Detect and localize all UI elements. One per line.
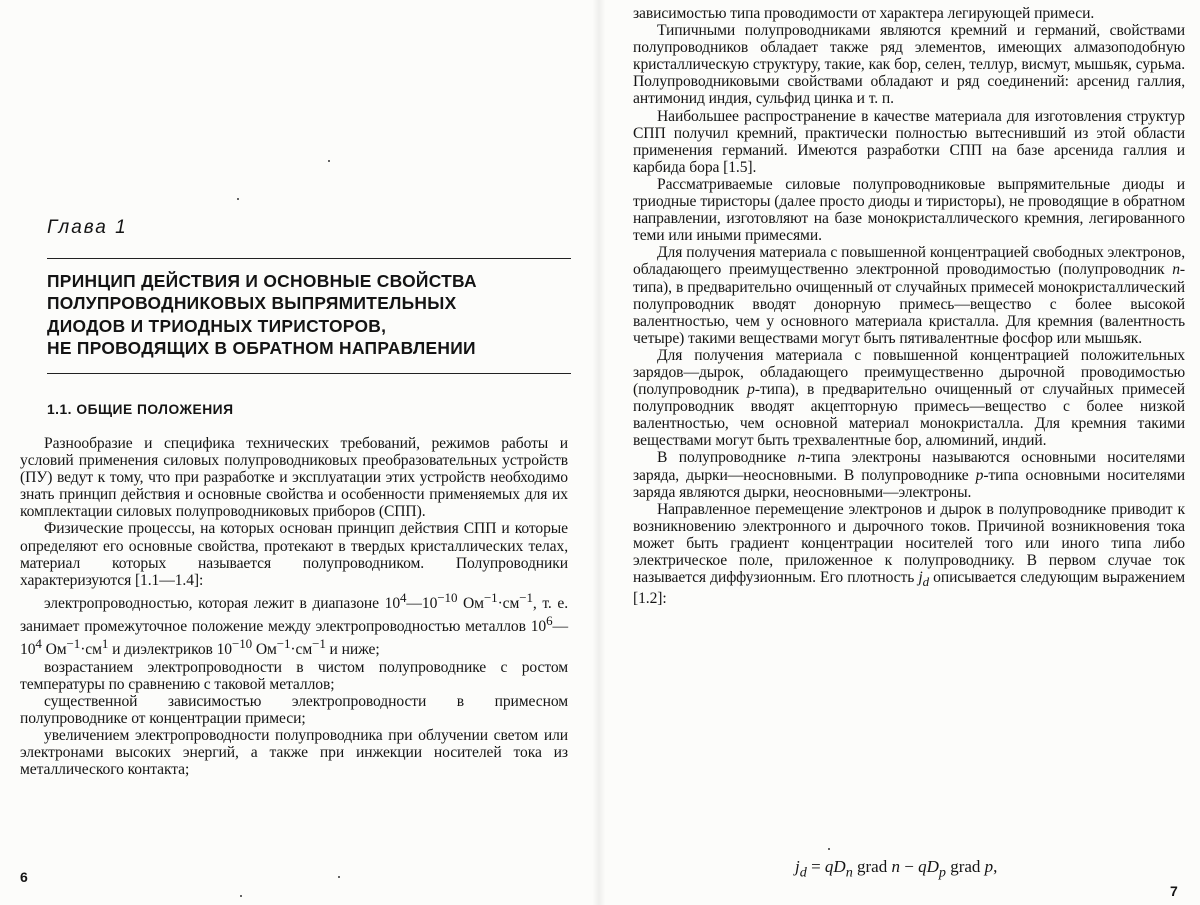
chapter-title — [47, 270, 577, 359]
paragraph: Для получения материала с повышенной концентрацией свободных электронов, обладающего преимущественно электронной проводимостью (полупроводник n-типа), в предварительно очищенный от случайных примесей монокристаллический полупроводник вводят донорную примесь—вещество с более высокой валентностью, чем у основного материала кристалла. Для кремния (валентность четыре) такими веществами могут быть пятивалентные фосфор или мышьяк. — [633, 244, 1185, 347]
scan-speck — [237, 198, 239, 200]
paragraph-continued: зависимостью типа проводимости от характера легирующей примеси. — [633, 5, 1095, 22]
section-heading: 1.1. ОБЩИЕ ПОЛОЖЕНИЯ — [47, 402, 234, 417]
right-page — [600, 0, 1200, 905]
paragraph: Направленное перемещение электронов и дырок в полупроводнике приводит к возникновению электронного и дырочного токов. Причиной возникновения тока может быть градиент концентрации носителей того или иного типа либо электрическое поле, приложенное к полупроводнику. В первом случае ток называется диффузионным. Его плотность $j_d$ описывается следующим выражением [1.2]: — [633, 500, 1185, 608]
page-number-left: 6 — [20, 869, 28, 885]
list-item: возрастанием электропроводности в чистом полупроводнике с ростом температуры по сравнению с таковой металлов; — [20, 658, 568, 693]
list-item: существенной зависимостью электропроводности в примесном полупроводнике от концентрации примеси; — [20, 692, 568, 727]
diffusion-current-formula: $j_d = qD_n$ grad $n - qD_p$ grad p, — [795, 857, 998, 881]
scan-speck — [328, 160, 330, 162]
title-bottom-rule — [47, 373, 571, 374]
right-body-text — [633, 5, 1185, 607]
paragraph: Разнообразие и специфика технических требований, режимов работы и условий применения силовых полупроводниковых преобразовательных устройств (ПУ) ведут к тому, что при разработке и эксплуатации этих устройств необходимо знать принцип действия и основные свойства и особенности применяемых для их комплектации силовых полупроводниковых приборов (СПП). — [20, 435, 568, 521]
scan-speck — [828, 848, 830, 850]
list-item: увеличением электропроводности полупроводника при облучении светом или электронами высоких энергий, а также при инжекции носителей тока из металлического контакта; — [20, 727, 568, 779]
paragraph: В полупроводнике n-типа электроны называются основными носителями заряда, дырки—неосновными. В полупроводнике p-типа основными носителями заряда являются дырки, неосновными—электроны. — [633, 449, 1185, 501]
chapter-label: Глава 1 — [47, 217, 128, 238]
paragraph: Наибольшее распространение в качестве материала для изготовления структур СПП получил кремний, практически полностью вытеснивший из этой области применения германий. Имеются разработки СПП на базе арсенида галлия и карбида бора [1.5]. — [633, 107, 1185, 176]
scan-speck — [338, 876, 340, 878]
list-item: электропроводностью, которая лежит в диапазоне $10^4—10^{-10}$ $Ом^{-1}\cdot см^{-1}$, т. е. занимает промежуточное положение между электропроводностью металлов $10^6—10^4$ $Ом^{-1}\cdot см^1$ и диэлектриков $10^{-10}$ $Ом^{-1}\cdot см^{-1}$ и ниже; — [20, 589, 568, 659]
paragraph: Для получения материала с повышенной концентрацией положительных зарядов—дырок, обладающего преимущественно дырочной проводимостью (полупроводник p-типа), в предварительно очищенный от случайных примесей полупроводник вводят акцепторную примесь—вещество с более низкой валентностью, чем основной материал монокристалла. Для кремния такими веществами могут быть трехвалентные бор, алюминий, индий. — [633, 346, 1185, 450]
chapter-title-line: ПРИНЦИП ДЕЙСТВИЯ И ОСНОВНЫЕ СВОЙСТВА — [47, 271, 477, 291]
chapter-title-line: ПОЛУПРОВОДНИКОВЫХ ВЫПРЯМИТЕЛЬНЫХ — [47, 293, 457, 314]
scan-speck — [240, 895, 242, 897]
paragraph: Типичными полупроводниками являются кремний и германий, свойствами полупроводников обладает также ряд элементов, имеющих алмазоподобную кристаллическую структуру, такие, как бор, селен, теллур, висмут, мышьяк, сурьма. Полупроводниковыми свойствами обладают и ряд соединений: арсенид галлия, антимонид индия, сульфид цинка и т. п. — [633, 22, 1185, 108]
title-top-rule — [47, 258, 571, 259]
paragraph: Физические процессы, на которых основан принцип действия СПП и которые определяют его основные свойства, протекают в твердых кристаллических телах, материал которых называется полупроводником. Полупроводники характеризуются [1.1—1.4]: — [20, 520, 568, 589]
paragraph: Рассматриваемые силовые полупроводниковые выпрямительные диоды и триодные тиристоры (далее просто диоды и тиристоры), не проводящие в обратном направлении, изготовляют на базе монокристаллического кремния, легированного теми или иными примесями. — [633, 175, 1185, 245]
chapter-title-line: НЕ ПРОВОДЯЩИХ В ОБРАТНОМ НАПРАВЛЕНИИ — [47, 337, 476, 358]
page-number-right: 7 — [1170, 883, 1178, 899]
chapter-title-line: ДИОДОВ И ТРИОДНЫХ ТИРИСТОРОВ, — [47, 315, 387, 336]
left-body-text — [20, 435, 568, 778]
